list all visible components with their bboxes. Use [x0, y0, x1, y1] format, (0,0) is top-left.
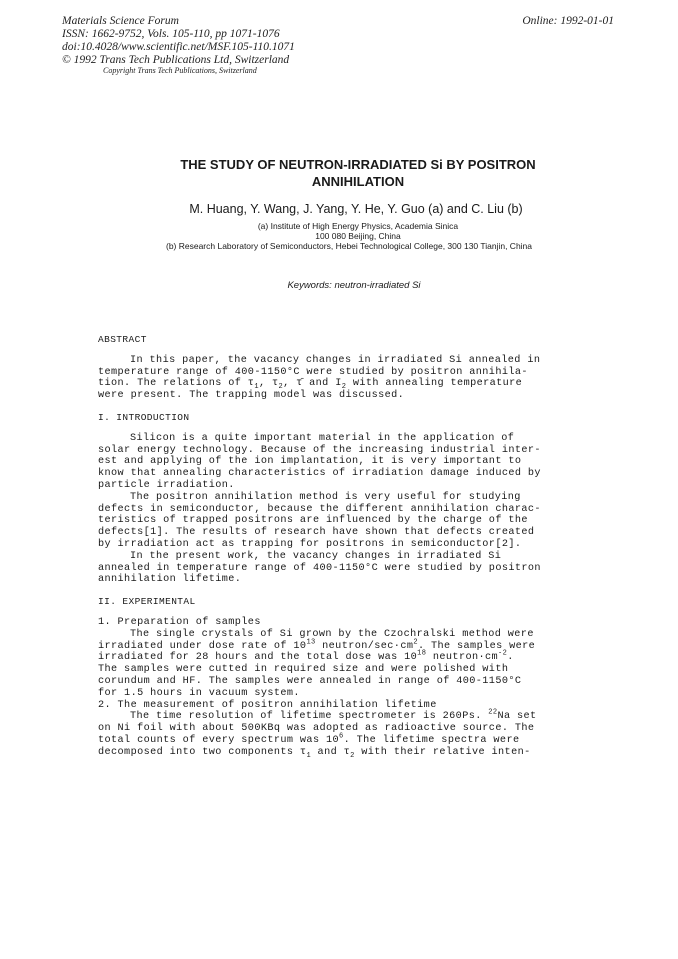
sec2-line-4: decomposed into two components $\tau_1$ and $\tau_2$ with their relative inten- [98, 746, 531, 760]
experimental-heading: II. EXPERIMENTAL [98, 596, 196, 608]
intro-p2-line-2: defects in semiconductor, because the different annihilation charac- [98, 503, 541, 515]
intro-p1-line-3: est and applying of the ion implantation, it is very important to [98, 456, 522, 468]
sec1-line-3: irradiated for 28 hours and the total dose was $10^{18}$ $neutron\cdot cm^{-2}$. [98, 649, 514, 664]
affiliation-a-line-2: 100 080 Beijing, China [315, 231, 401, 241]
online-date: Online: 1992-01-01 [522, 15, 614, 27]
copyright-small: Copyright Trans Tech Publications, Switzerland [103, 66, 257, 75]
authors: M. Huang, Y. Wang, J. Yang, Y. He, Y. Guo (a) and C. Liu (b) [189, 202, 523, 216]
copyright-line: © 1992 Trans Tech Publications Ltd, Switzerland [62, 54, 290, 66]
sec1-line-6: for 1.5 hours in vacuum system. [98, 687, 300, 699]
abstract-line-4: were present. The trapping model was discussed. [98, 390, 405, 402]
intro-p3-line-2: annealed in temperature range of 400-1150°C were studied by positron [98, 562, 541, 574]
subsection-1-heading: 1. Preparation of samples [98, 616, 261, 628]
intro-p1-line-4: know that annealing characteristics of irradiation damage induced by [98, 468, 541, 480]
intro-p1-line-5: particle irradiation. [98, 479, 235, 491]
intro-p1-line-1: Silicon is a quite important material in the application of [130, 432, 515, 444]
keywords: Keywords: neutron-irradiated Si [287, 280, 421, 291]
sec1-line-2: irradiated under dose rate of $10^{13}$ neutron/$\sec\cdot cm^2$. The samples were [98, 638, 536, 652]
issn-line: ISSN: 1662-9752, Vols. 105-110, pp 1071-1076 [62, 28, 280, 40]
subsection-2-heading: 2. The measurement of positron annihilation lifetime [98, 699, 437, 711]
sec2-line-1: The time resolution of lifetime spectrometer is 260Ps. $^{22}$Na set [130, 708, 537, 723]
title-line-2: ANNIHILATION [311, 174, 405, 189]
affiliation-b: (b) Research Laboratory of Semiconductors, Hebei Technological College, 300 130 Tianjin, China [165, 241, 533, 251]
sec2-line-2: on Ni foil with about 500KBq was adopted as radioactive source. The [98, 723, 535, 735]
abstract-line-2: temperature range of 400-1150°C were studied by positron annihila- [98, 366, 528, 378]
intro-p2-line-4: defects[1]. The results of research have shown that defects created [98, 527, 535, 539]
sec1-line-5: corundum and HF. The samples were annealed in range of 400-1150°C [98, 675, 522, 687]
paper-body [98, 334, 546, 759]
abstract-line-1: In this paper, the vacancy changes in irradiated Si annealed in [130, 354, 541, 366]
journal-header [62, 15, 295, 67]
affiliation-a-line-1: (a) Institute of High Energy Physics, Academia Sinica [257, 221, 459, 231]
paper-title [0, 156, 678, 190]
intro-p3-line-1: In the present work, the vacancy changes in irradiated Si [130, 550, 502, 562]
title-line-1: THE STUDY OF NEUTRON-IRRADIATED Si BY POSITRON [180, 157, 536, 172]
sec1-line-4: The samples were cutted in required size and were polished with [98, 664, 509, 676]
intro-p1-line-2: solar energy technology. Because of the increasing industrial inter- [98, 444, 541, 456]
sec1-line-1: The single crystals of Si grown by the Czochralski method were [130, 628, 534, 640]
abstract-heading: ABSTRACT [98, 334, 147, 345]
intro-p2-line-5: by irradiation act as trapping for positrons in semiconductor[2]. [98, 538, 522, 550]
intro-p2-line-1: The positron annihilation method is very useful for studying [130, 491, 521, 503]
journal-name: Materials Science Forum [62, 15, 179, 27]
intro-p3-line-3: annihilation lifetime. [98, 574, 242, 586]
intro-heading: I. INTRODUCTION [98, 411, 190, 423]
intro-p2-line-3: teristics of trapped positrons are influenced by the charge of the [98, 515, 528, 527]
abstract-line-3: tion. The relations of $\tau_1$, $\tau_2$, τ̄ and $I_2$ with annealing temperature [98, 378, 523, 392]
sec2-line-3: total counts of every spectrum was $10^6$. The lifetime spectra were [98, 732, 520, 746]
doi-line: doi:10.4028/www.scientific.net/MSF.105-110.1071 [62, 41, 295, 53]
